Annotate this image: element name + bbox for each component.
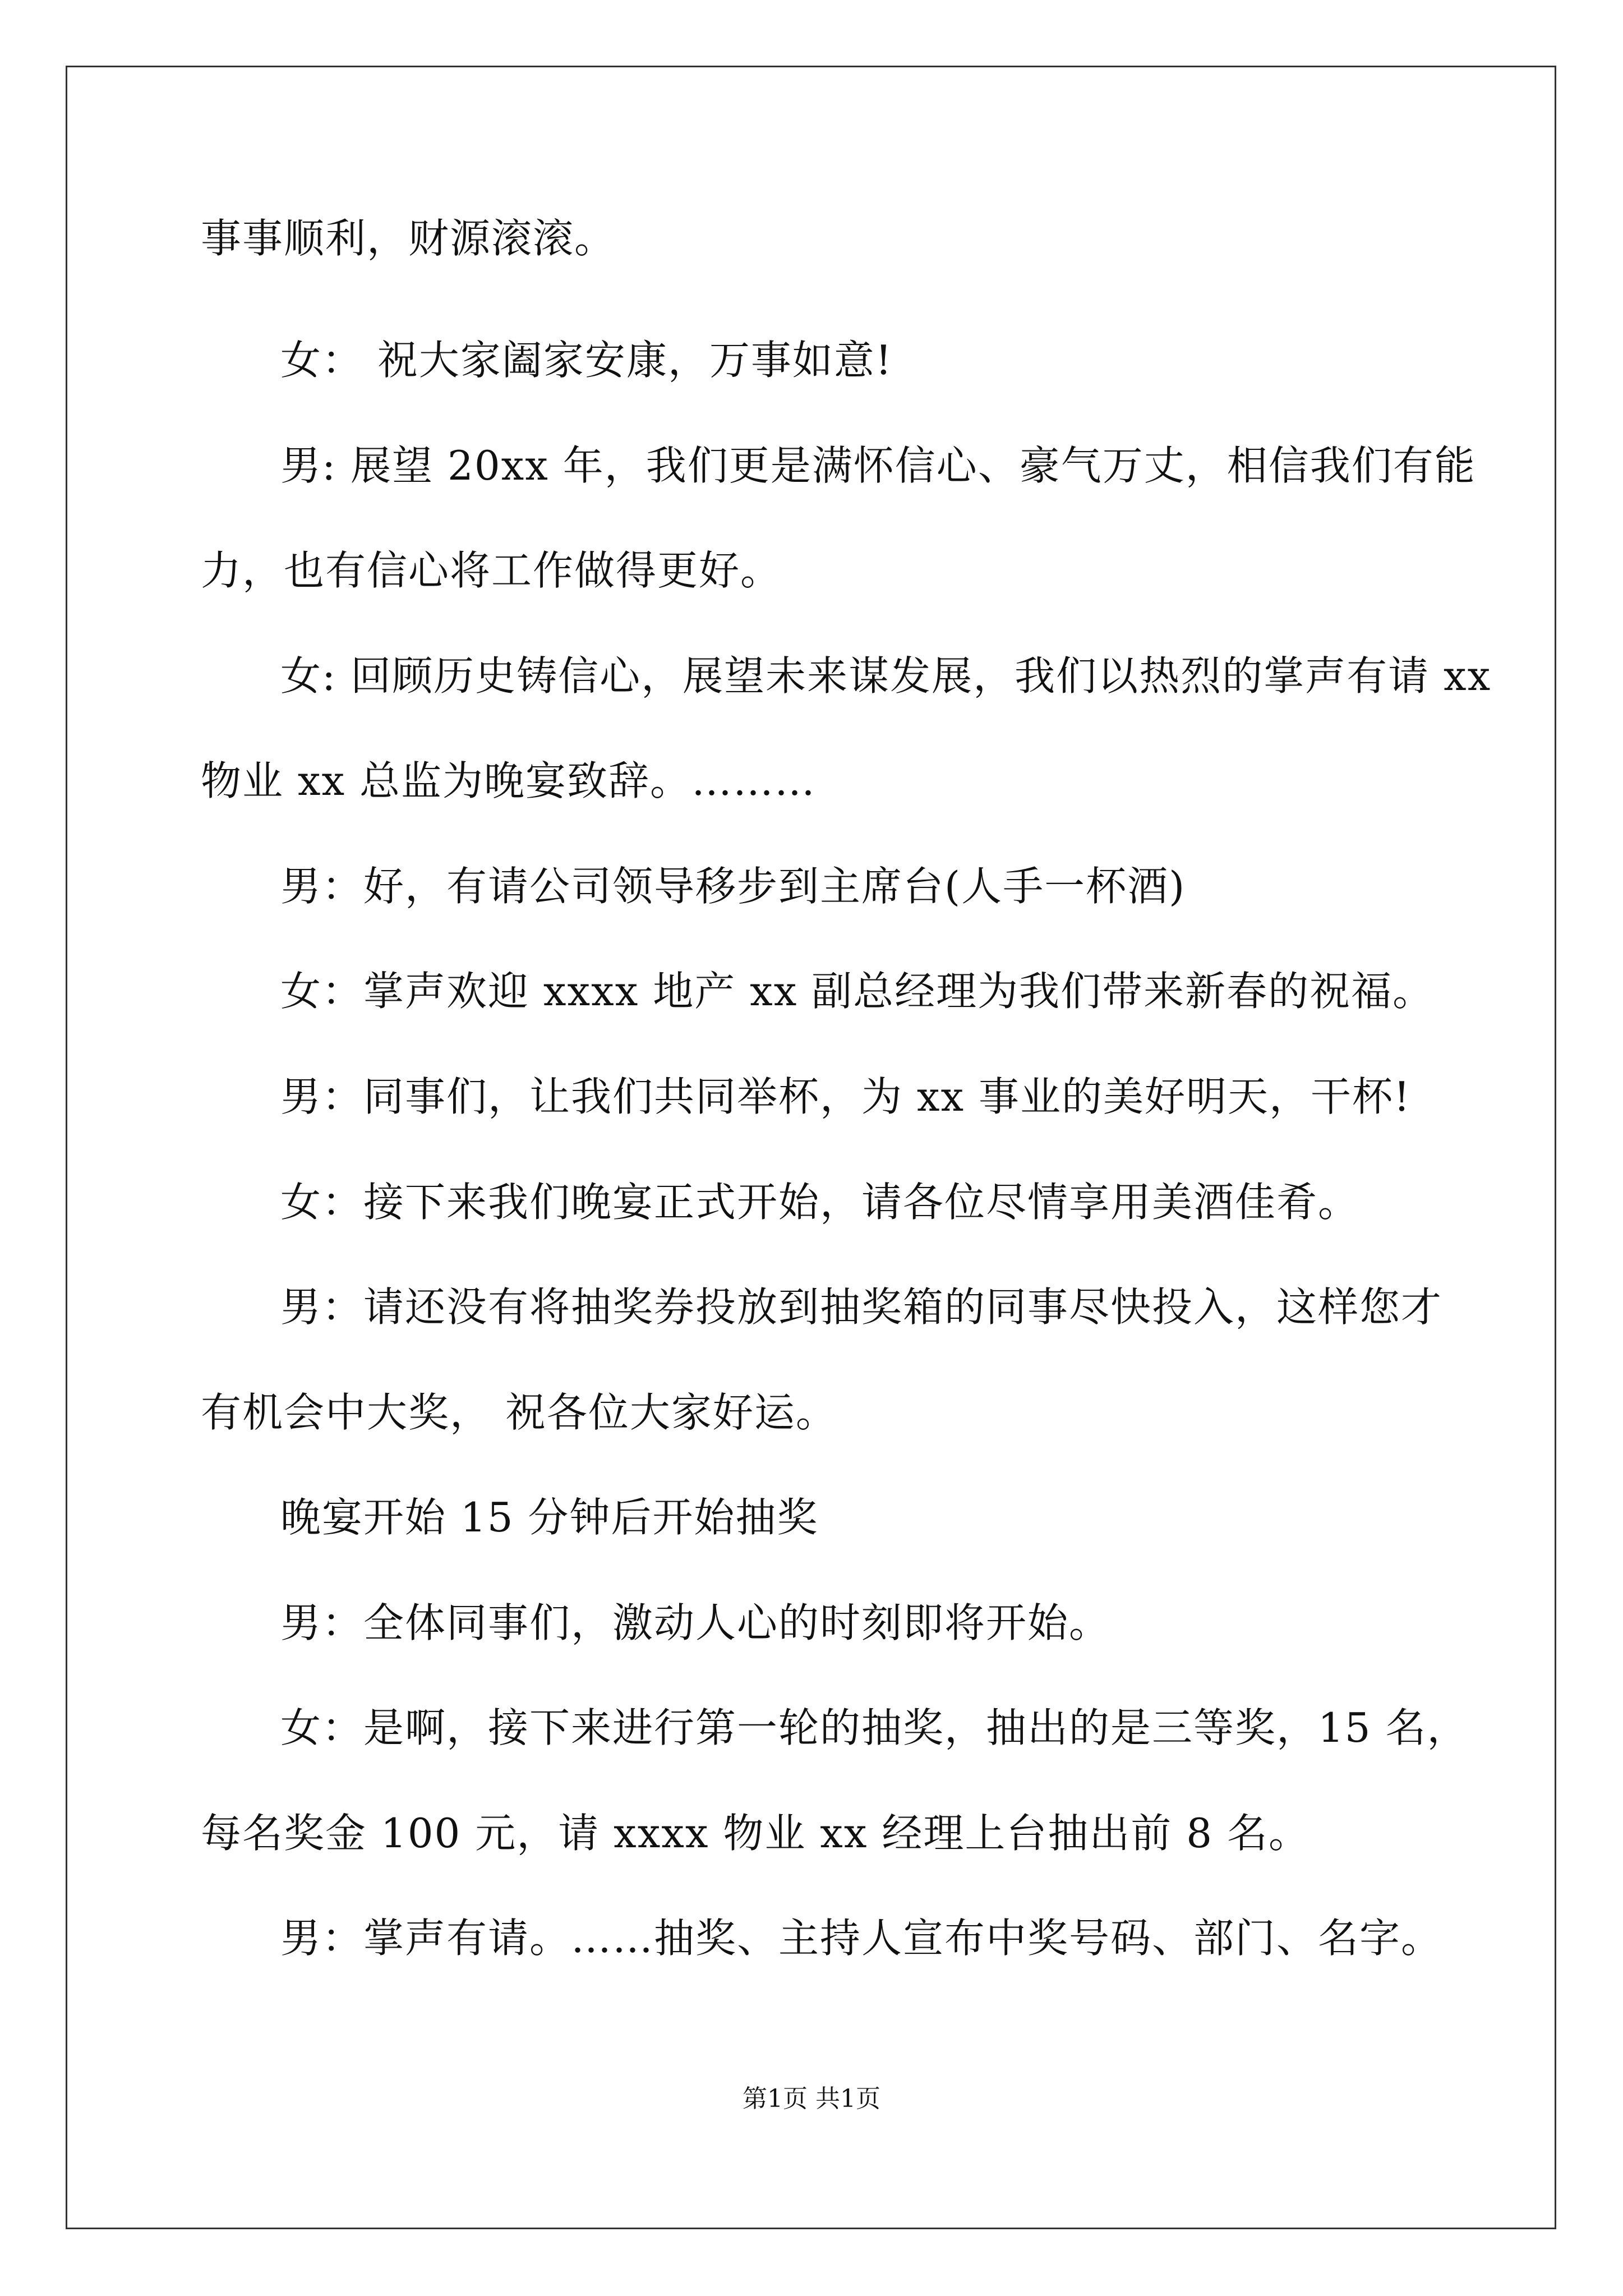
paragraph-line-17: 男：掌声有请。……抽奖、主持人宣布中奖号码、部门、名字。 — [280, 1915, 1443, 1962]
paragraph-line-14: 男：全体同事们，激动人心的时刻即将开始。 — [280, 1599, 1111, 1646]
paragraph-line-10: 女：接下来我们晚宴正式开始，请各位尽情享用美酒佳肴。 — [280, 1179, 1360, 1226]
paragraph-line-8: 女：掌声欢迎 xxxx 地产 xx 副总经理为我们带来新春的祝福。 — [280, 968, 1435, 1015]
paragraph-line-16: 每名奖金 100 元，请 xxxx 物业 xx 经理上台抽出前 8 名。 — [201, 1810, 1310, 1857]
paragraph-line-13: 晚宴开始 15 分钟后开始抽奖 — [280, 1494, 819, 1541]
paragraph-line-3: 男: 展望 20xx 年，我们更是满怀信心、豪气万丈，相信我们有能 — [280, 442, 1476, 489]
paragraph-line-4: 力，也有信心将工作做得更好。 — [201, 547, 782, 594]
paragraph-line-1: 事事顺利，财源滚滚。 — [201, 215, 616, 262]
paragraph-line-15: 女：是啊，接下来进行第一轮的抽奖，抽出的是三等奖，15 名， — [280, 1704, 1469, 1751]
paragraph-line-11: 男：请还没有将抽奖券投放到抽奖箱的同事尽快投入，这样您才 — [280, 1283, 1443, 1331]
paragraph-line-2: 女： 祝大家阖家安康，万事如意! — [280, 337, 893, 384]
paragraph-line-7: 男：好，有请公司领导移步到主席台(人手一杯酒) — [280, 863, 1186, 910]
page-border — [66, 66, 1556, 2229]
paragraph-line-6: 物业 xx 总监为晚宴致辞。……… — [201, 757, 816, 804]
paragraph-line-9: 男：同事们，让我们共同举杯，为 xx 事业的美好明天，干杯! — [280, 1073, 1411, 1120]
page-number-footer: 第1页 共1页 — [743, 2085, 880, 2113]
paragraph-line-12: 有机会中大奖， 祝各位大家好运。 — [201, 1389, 837, 1436]
paragraph-line-5: 女: 回顾历史铸信心，展望未来谋发展，我们以热烈的掌声有请 xx — [280, 652, 1492, 700]
